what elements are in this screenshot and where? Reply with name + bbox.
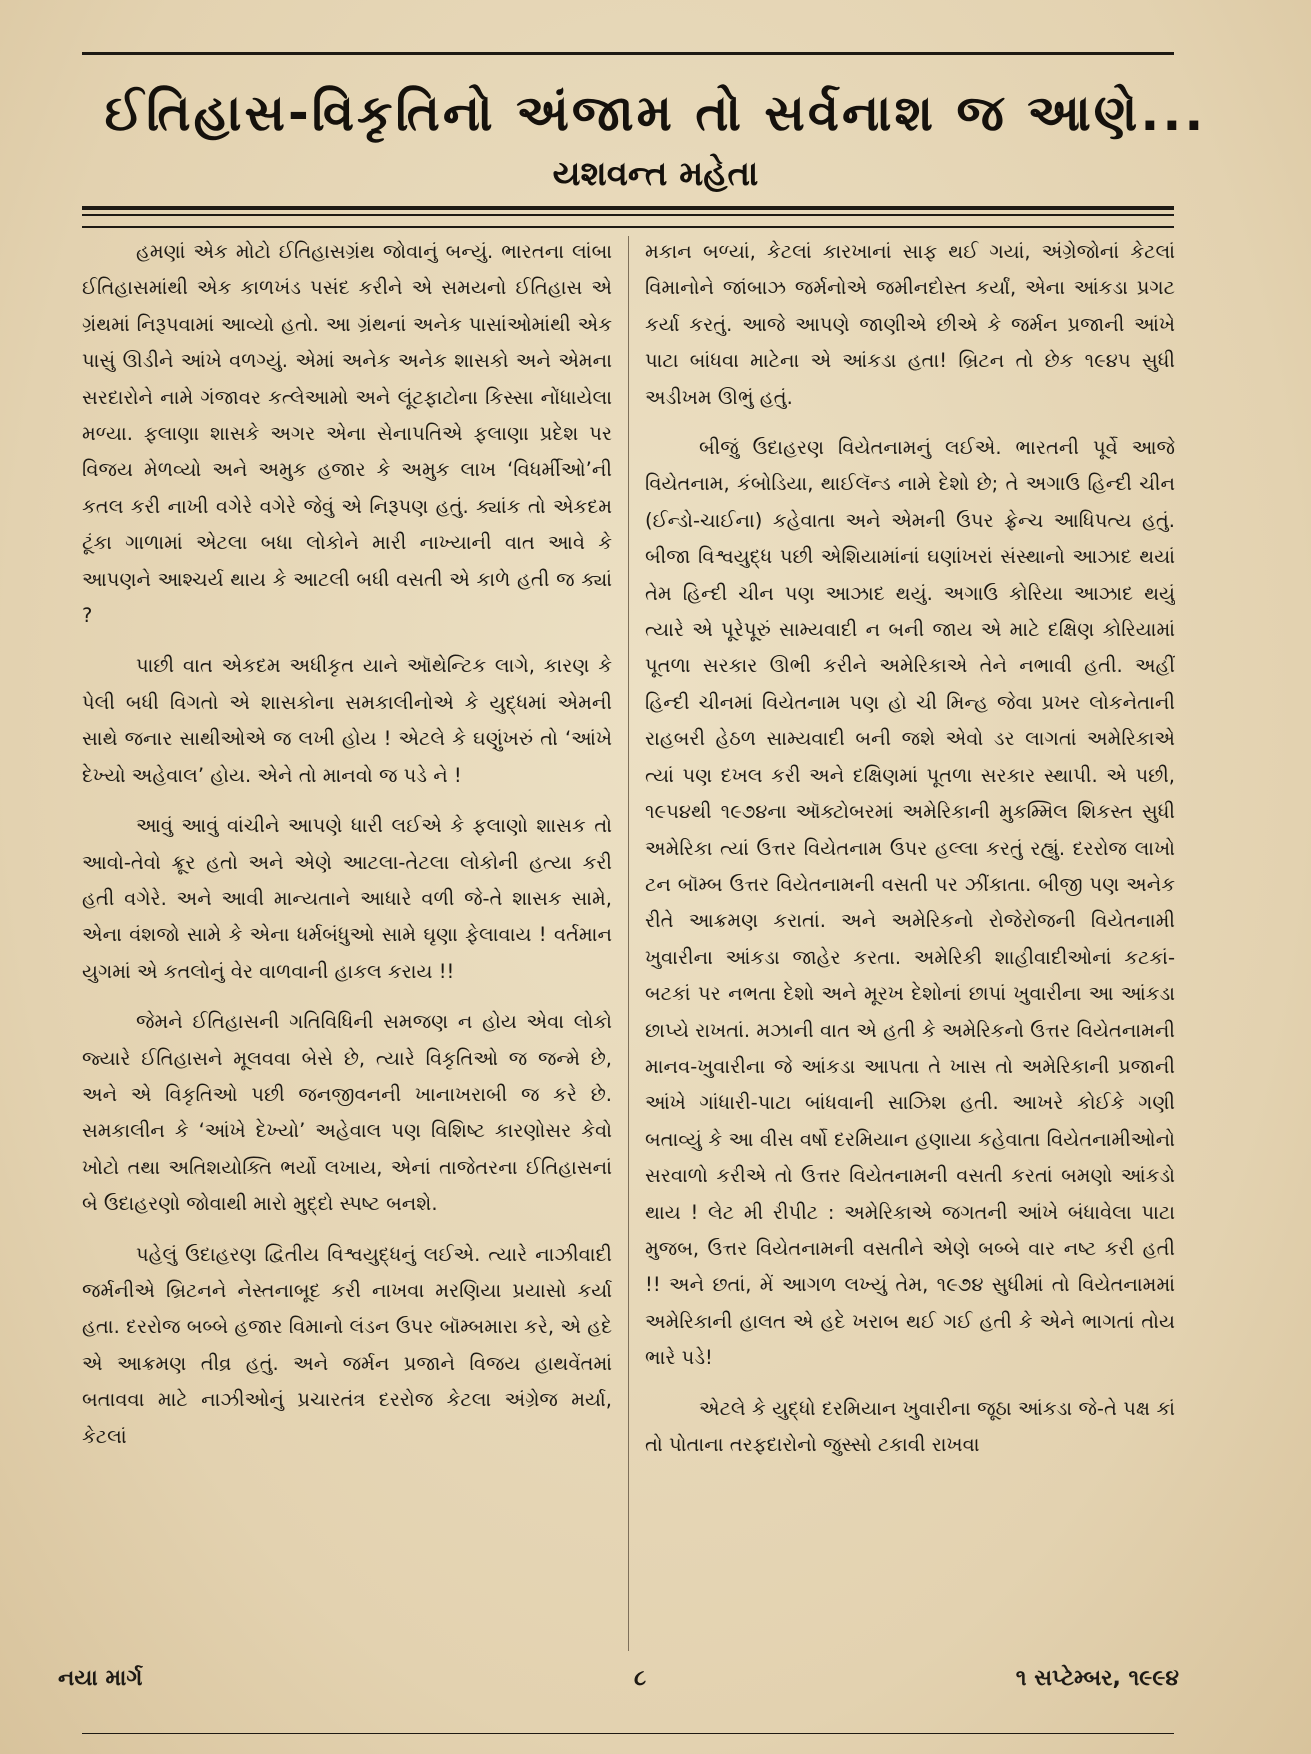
header-rule-thin <box>82 214 1174 216</box>
footer-publication: નયા માર્ગ <box>58 1666 143 1691</box>
header-rule-thick <box>82 206 1174 210</box>
paragraph: પાછી વાત એકદમ અધીકૃત યાને ઑથેન્ટિક લાગે, કારણ કે પેલી બધી વિગતો એ શાસકોના સમકાલીનોએ કે યુદ્ધમાં એમની સાથે જનાર સાથીઓએ જ લખી હોય ! એટલે કે ઘણુંખરું તો ‘આંખે દેખ્યો અહેવાલ’ હોય. એને તો માનવો જ પડે ને ! <box>82 654 612 787</box>
paragraph: બીજું ઉદાહરણ વિયેતનામનું લઈએ. ભારતની પૂર્વે આજે વિયેતનામ, કંબોડિયા, થાઈલૅન્ડ નામે દેશો છે; તે અગાઉ હિન્દી ચીન (ઈન્ડો-ચાઈના) કહેવાતા અને એમની ઉપર ફ્રેન્ચ આધિપત્ય હતું. બીજા વિશ્વયુદ્ધ પછી એશિયામાંનાં ઘણાંખરાં સંસ્થાનો આઝાદ થયાં તેમ હિન્દી ચીન પણ આઝાદ થયું. અગાઉ કોરિયા આઝાદ થયું ત્યારે એ પૂરેપૂરું સામ્યવાદી ન બની જાય એ માટે દક્ષિણ કોરિયામાં પૂતળા સરકાર ઊભી કરીને અમેરિકાએ તેને નભાવી હતી. અહીં હિન્દી ચીનમાં વિયેતનામ પણ હો ચી મિન્હ જેવા પ્રખર લોકનેતાની રાહબરી હેઠળ સામ્યવાદી બની જશે એવો ડર લાગતાં અમેરિકાએ ત્યાં પણ દખલ કરી અને દક્ષિણમાં પૂતળા સરકાર સ્થાપી. એ પછી, ૧૯૫૪થી ૧૯૭૪ના ઑક્ટોબરમાં અમેરિકાની મુકમ્મિલ શિકસ્ત સુધી અમેરિકા ત્યાં ઉત્તર વિયેતનામ ઉપર હલ્લા કરતું રહ્યું. દરરોજ લાખો ટન બૉમ્બ ઉત્તર વિયેતનામની વસતી પર ઝીંકાતા. બીજી પણ અનેક રીતે આક્રમણ કરાતાં. અને અમેરિકનો રોજેરોજની વિયેતનામી ખુવારીના આંકડા જાહેર કરતા. અમેરિકી શાહીવાદીઓનાં કટકાં-બટકાં પર નભતા દેશો અને મૂરખ દેશોનાં છાપાં ખુવારીના આ આંકડા છાપ્યે રાખતાં. મઝાની વાત એ હતી કે અમેરિકનો ઉત્તર વિયેતનામની માનવ-ખુવારીના જે આંકડા આપતા તે ખાસ તો અમેરિકાની પ્રજાની આંખે ગાંધારી-પાટા બાંધવાની સાઝિશ હતી. આખરે કોઈકે ગણી બતાવ્યું કે આ વીસ વર્ષો દરમિયાન હણાયા કહેવાતા વિયેતનામીઓનો સરવાળો કરીએ તો ઉત્તર વિયેતનામની વસતી કરતાં બમણો આંકડો થાય ! લેટ મી રીપીટ : અમેરિકાએ જગતની આંખે બંધાવેલા પાટા મુજબ, ઉત્તર વિયેતનામની વસતીને એણે બબ્બે વાર નષ્ટ કરી હતી !! અને છતાં, મેં આગળ લખ્યું તેમ, ૧૯૭૪ સુધીમાં તો વિયેતનામમાં અમેરિકાની હાલત એ હદે ખરાબ થઈ ગઈ હતી કે એને ભાગતાં તોય ભારે પડે! <box>645 436 1175 1370</box>
paragraph: પહેલું ઉદાહરણ દ્વિતીય વિશ્વયુદ્ધનું લઈએ. ત્યારે નાઝીવાદી જર્મનીએ બ્રિટનને નેસ્તનાબૂદ કરી નાખવા મરણિયા પ્રયાસો કર્યા હતા. દરરોજ બબ્બે હજાર વિમાનો લંડન ઉપર બૉમ્બમારા કરે, એ હદે એ આક્રમણ તીવ્ર હતું. અને જર્મન પ્રજાને વિજય હાથવેંતમાં બતાવવા માટે નાઝીઓનું પ્રચારતંત્ર દરરોજ કેટલા અંગ્રેજ મર્યા, કેટલાં <box>82 1242 612 1448</box>
article-author: યશવન્ત મહેતા <box>552 154 759 194</box>
page-number: ૮ <box>633 1666 647 1691</box>
footer-date: ૧ સપ્ટેમ્બર, ૧૯૯૪ <box>1015 1666 1179 1691</box>
article-title: ઈતિહાસ-વિકૃતિનો અંજામ તો સર્વનાશ જ આણે... <box>104 84 1207 142</box>
paragraph-continued: મકાન બળ્યાં, કેટલાં કારખાનાં સાફ થઈ ગયાં, અંગ્રેજોનાં કેટલાં વિમાનોને જાંબાઝ જર્મનોએ જમીનદોસ્ત કર્યાં, એના આંકડા પ્રગટ કર્યા કરતું. આજે આપણે જાણીએ છીએ કે જર્મન પ્રજાની આંખે પાટા બાંધવા માટેના એ આંકડા હતા! બ્રિટન તો છેક ૧૯૪૫ સુધી અડીખમ ઊભું હતું. <box>645 240 1175 409</box>
paragraph: એટલે કે યુદ્ધો દરમિયાન ખુવારીના જૂઠા આંકડા જે-તે પક્ષ કાં તો પોતાના તરફદારોનો જુસ્સો ટકાવી રાખવા <box>645 1396 1175 1456</box>
paragraph: જેમને ઈતિહાસની ગતિવિધિની સમજણ ન હોય એવા લોકો જ્યારે ઈતિહાસને મૂલવવા બેસે છે, ત્યારે વિકૃતિઓ જ જન્મે છે, અને એ વિકૃતિઓ પછી જનજીવનની ખાનાખરાબી જ કરે છે. સમકાલીન કે ‘આંખે દેખ્યો’ અહેવાલ પણ વિશિષ્ટ કારણોસર કેવો ખોટો તથા અતિશયોક્તિ ભર્યો લખાય, એનાં તાજેતરના ઈતિહાસનાં બે ઉદાહરણો જોવાથી મારો મુદ્દો સ્પષ્ટ બનશે. <box>82 1010 612 1216</box>
left-column <box>82 234 612 1659</box>
paragraph: આવું આવું વાંચીને આપણે ધારી લઈએ કે ફલાણો શાસક તો આવો-તેવો ક્રૂર હતો અને એણે આટલા-તેટલા લોકોની હત્યા કરી હતી વગેરે. અને આવી માન્યતાને આધારે વળી જે-તે શાસક સામે, એના વંશજો સામે કે એના ધર્મબંધુઓ સામે ઘૃણા ફેલાવાય ! વર્તમાન યુગમાં એ કતલોનું વેર વાળવાની હાકલ કરાય !! <box>82 814 612 983</box>
column-divider <box>628 236 629 1651</box>
top-rule <box>82 52 1174 55</box>
header-rule-lower <box>82 226 1174 228</box>
footer-rule <box>82 1733 1174 1734</box>
right-column <box>645 234 1175 1659</box>
paragraph: હમણાં એક મોટો ઈતિહાસગ્રંથ જોવાનું બન્યું. ભારતના લાંબા ઈતિહાસમાંથી એક કાળખંડ પસંદ કરીને એ સમયનો ઈતિહાસ એ ગ્રંથમાં નિરૂપવામાં આવ્યો હતો. આ ગ્રંથનાં અનેક પાસાંઓમાંથી એક પાસું ઊડીને આંખે વળગ્યું. એમાં અનેક અનેક શાસકો અને એમના સરદારોને નામે ગંજાવર કત્લેઆમો અને લૂંટફાટોના કિસ્સા નોંધાયેલા મળ્યા. ફલાણા શાસકે અગર એના સેનાપતિએ ફલાણા પ્રદેશ પર વિજય મેળવ્યો અને અમુક હજાર કે અમુક લાખ ‘વિધર્મીઓ’ની કતલ કરી નાખી વગેરે વગેરે જેવું એ નિરૂપણ હતું. ક્યાંક તો એકદમ ટૂંકા ગાળામાં એટલા બધા લોકોને મારી નાખ્યાની વાત આવે કે આપણને આશ્ચર્ય થાય કે આટલી બધી વસતી એ કાળે હતી જ ક્યાં ? <box>82 240 612 628</box>
